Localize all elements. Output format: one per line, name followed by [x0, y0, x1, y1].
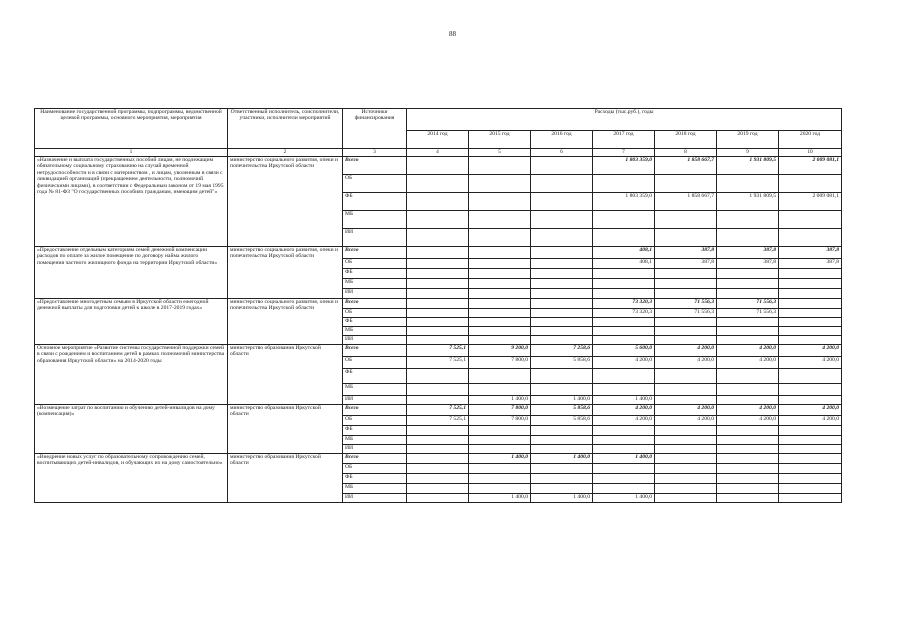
- expense-value: [469, 269, 531, 279]
- expense-value: [717, 436, 779, 445]
- expense-value: 7 258,6: [531, 345, 593, 357]
- funding-source: МБ: [343, 436, 407, 445]
- funding-source: Всего: [343, 247, 407, 259]
- expense-value: [407, 309, 469, 318]
- expense-value: [655, 269, 717, 279]
- expense-value: [779, 454, 842, 464]
- expense-value: [655, 454, 717, 464]
- expense-value: 1 803 359,0: [593, 193, 655, 211]
- expense-value: 387,8: [717, 247, 779, 259]
- expense-value: [779, 279, 842, 289]
- expense-value: 4 200,0: [779, 345, 842, 357]
- funding-source: ИИ: [343, 445, 407, 454]
- measure-name: «Внедрение новых услуг по образовательному сопровождению семей, воспитывающих детей-инвалидов, и обучающих их на дому самостоятельно»: [35, 454, 228, 503]
- column-number: 2: [228, 149, 343, 157]
- expense-value: [531, 299, 593, 309]
- expense-value: [407, 229, 469, 247]
- expense-value: [717, 269, 779, 279]
- expense-value: [593, 318, 655, 327]
- funding-source: МБ: [343, 384, 407, 396]
- table-row: [35, 247, 842, 259]
- funding-source: ОБ: [343, 175, 407, 193]
- expense-value: [593, 289, 655, 299]
- expense-value: [655, 279, 717, 289]
- expense-value: [717, 454, 779, 464]
- expense-value: [779, 175, 842, 193]
- expense-value: [779, 445, 842, 454]
- expense-value: 73 320,3: [593, 309, 655, 318]
- expense-value: 1 858 667,7: [655, 193, 717, 211]
- expense-value: [469, 157, 531, 175]
- expense-value: [407, 327, 469, 336]
- expense-value: 7 525,1: [407, 405, 469, 416]
- expense-value: [469, 484, 531, 494]
- expense-value: [779, 396, 842, 405]
- expense-value: [717, 384, 779, 396]
- expense-value: [717, 484, 779, 494]
- expense-value: [717, 474, 779, 484]
- header-year: 2016 год: [531, 131, 593, 149]
- funding-source: ФБ: [343, 426, 407, 436]
- table-header: [35, 109, 842, 157]
- expense-value: [655, 474, 717, 484]
- expense-value: [531, 318, 593, 327]
- expense-value: 4 200,0: [779, 416, 842, 426]
- expense-value: [593, 445, 655, 454]
- expense-value: [779, 494, 842, 503]
- column-number: 3: [343, 149, 407, 157]
- expense-value: [717, 396, 779, 405]
- header-year: 2019 год: [717, 131, 779, 149]
- expense-value: [779, 369, 842, 384]
- funding-source: ФБ: [343, 318, 407, 327]
- expense-value: [593, 327, 655, 336]
- expense-value: [407, 259, 469, 269]
- expense-value: [655, 289, 717, 299]
- expense-value: [655, 426, 717, 436]
- expense-value: 2 009 081,1: [779, 193, 842, 211]
- expense-value: [407, 396, 469, 405]
- expense-value: [717, 327, 779, 336]
- expense-value: [717, 369, 779, 384]
- expense-value: [531, 484, 593, 494]
- expense-value: [717, 229, 779, 247]
- expense-value: 5 600,0: [593, 345, 655, 357]
- expense-value: [779, 327, 842, 336]
- funding-source: Всего: [343, 157, 407, 175]
- expense-value: [717, 175, 779, 193]
- expense-value: [655, 436, 717, 445]
- expense-value: [407, 157, 469, 175]
- measure-name: «Назначение и выплата государственных пособий лицам, не подлежащим обязательному социальному страхованию на случай временной нетрудоспособности и в связи с материнством , и лицам, уволенным в связи с ликвидацией организаций (прекращением деятельности, полномочий физическими лицами), в соответствии с Федеральным законом от 19 мая 1995 года № 81-ФЗ "О государственных пособиях гражданам, имеющим детей"»: [35, 157, 228, 247]
- expense-value: [407, 484, 469, 494]
- expense-value: [407, 247, 469, 259]
- expense-value: [593, 426, 655, 436]
- header-year: 2017 год: [593, 131, 655, 149]
- expense-value: [469, 436, 531, 445]
- expense-value: [717, 318, 779, 327]
- expense-value: [655, 494, 717, 503]
- expense-value: [469, 445, 531, 454]
- expense-value: [407, 454, 469, 464]
- expense-value: [717, 464, 779, 474]
- measure-name: «Предоставление отдельным категориям семей денежной компенсации расходов по оплате за жилое помещение по договору найма жилого помещения частного жилищного фонда на территории Иркутской области»: [35, 247, 228, 299]
- funding-source: МБ: [343, 279, 407, 289]
- expense-value: [779, 426, 842, 436]
- expense-value: [531, 384, 593, 396]
- expense-value: 1 931 809,5: [717, 157, 779, 175]
- funding-source: ОБ: [343, 259, 407, 269]
- expense-value: [407, 445, 469, 454]
- expense-value: [593, 436, 655, 445]
- expense-value: [407, 211, 469, 229]
- expense-value: [593, 175, 655, 193]
- funding-source: МБ: [343, 484, 407, 494]
- expense-value: [469, 369, 531, 384]
- expense-value: [407, 279, 469, 289]
- table-row: [35, 345, 842, 357]
- funding-source: ИИ: [343, 396, 407, 405]
- expense-value: [531, 426, 593, 436]
- expense-value: 4 200,0: [779, 405, 842, 416]
- expense-value: [779, 484, 842, 494]
- expense-value: [655, 336, 717, 345]
- table-row: [35, 454, 842, 464]
- expense-value: [407, 474, 469, 484]
- expense-value: 387,8: [655, 259, 717, 269]
- expense-value: [469, 474, 531, 484]
- expense-value: 408,1: [593, 247, 655, 259]
- expense-value: [469, 259, 531, 269]
- expense-value: [779, 229, 842, 247]
- expense-value: [531, 309, 593, 318]
- expense-value: 7 800,0: [469, 416, 531, 426]
- expense-value: [469, 289, 531, 299]
- expense-value: 387,8: [655, 247, 717, 259]
- expense-value: [779, 436, 842, 445]
- expense-value: [469, 336, 531, 345]
- expense-value: 387,8: [779, 259, 842, 269]
- column-number: 8: [655, 149, 717, 157]
- expense-value: [779, 309, 842, 318]
- expense-value: [655, 175, 717, 193]
- expense-value: 71 556,3: [655, 299, 717, 309]
- expenses-table: [34, 108, 842, 503]
- expense-value: [407, 193, 469, 211]
- column-number: 10: [779, 149, 842, 157]
- expense-value: [717, 494, 779, 503]
- table-row: [35, 157, 842, 175]
- expense-value: [531, 327, 593, 336]
- expense-value: [593, 384, 655, 396]
- expense-value: [531, 259, 593, 269]
- expense-value: 1 931 809,5: [717, 193, 779, 211]
- expense-value: [531, 157, 593, 175]
- expense-value: [407, 175, 469, 193]
- header-year: 2015 год: [469, 131, 531, 149]
- funding-source: ИИ: [343, 336, 407, 345]
- expense-value: 4 200,0: [655, 416, 717, 426]
- funding-source: ФБ: [343, 193, 407, 211]
- expense-value: [717, 289, 779, 299]
- funding-source: ФБ: [343, 474, 407, 484]
- column-number: 1: [35, 149, 228, 157]
- expense-value: 71 556,3: [717, 299, 779, 309]
- expense-value: [655, 445, 717, 454]
- expense-value: 4 200,0: [655, 345, 717, 357]
- expense-value: 1 400,0: [593, 454, 655, 464]
- expense-value: [531, 289, 593, 299]
- funding-source: ФБ: [343, 369, 407, 384]
- funding-source: ОБ: [343, 464, 407, 474]
- expense-value: 71 556,3: [717, 309, 779, 318]
- expense-value: [655, 229, 717, 247]
- expense-value: 1 400,0: [593, 494, 655, 503]
- expense-value: 1 400,0: [469, 396, 531, 405]
- expense-value: 4 200,0: [779, 357, 842, 369]
- header-year: 2018 год: [655, 131, 717, 149]
- expense-value: 7 525,1: [407, 357, 469, 369]
- expense-value: [655, 318, 717, 327]
- expense-value: 387,8: [779, 247, 842, 259]
- expense-value: 5 858,6: [531, 405, 593, 416]
- expense-value: [469, 279, 531, 289]
- header-year: 2014 год: [407, 131, 469, 149]
- executor-name: министерство социального развития, опеки и попечительства Иркутской области: [228, 157, 343, 247]
- expense-value: [779, 336, 842, 345]
- expense-value: [469, 229, 531, 247]
- expense-value: [407, 369, 469, 384]
- column-number: 6: [531, 149, 593, 157]
- funding-source: МБ: [343, 211, 407, 229]
- expense-value: [779, 289, 842, 299]
- expense-value: 5 858,6: [531, 416, 593, 426]
- expense-value: 1 400,0: [531, 396, 593, 405]
- expense-value: [531, 474, 593, 484]
- expense-value: 1 400,0: [531, 454, 593, 464]
- expense-value: 7 525,1: [407, 345, 469, 357]
- expense-value: 1 803 359,0: [593, 157, 655, 175]
- column-number: 5: [469, 149, 531, 157]
- expense-value: [469, 175, 531, 193]
- expense-value: [779, 269, 842, 279]
- expense-value: 1 400,0: [469, 494, 531, 503]
- expense-value: 4 200,0: [717, 357, 779, 369]
- expense-value: [407, 426, 469, 436]
- measure-name: «Предоставление многодетным семьям в Иркутской области ежегодной денежной выплаты для подготовки детей к школе в 2017-2019 годах»: [35, 299, 228, 345]
- expense-value: [593, 474, 655, 484]
- expense-value: [469, 247, 531, 259]
- executor-name: министерство образования Иркутской области: [228, 454, 343, 503]
- executor-name: министерство социального развития, опеки и попечительства Иркутской области: [228, 299, 343, 345]
- funding-source: ОБ: [343, 309, 407, 318]
- expense-value: [531, 175, 593, 193]
- expense-value: [407, 289, 469, 299]
- expense-value: [531, 247, 593, 259]
- expense-value: 2 009 081,1: [779, 157, 842, 175]
- table-row: [35, 299, 842, 309]
- expense-value: [655, 464, 717, 474]
- expense-value: [655, 396, 717, 405]
- expense-value: [469, 426, 531, 436]
- expense-value: 1 858 667,7: [655, 157, 717, 175]
- expense-value: 4 200,0: [655, 357, 717, 369]
- expense-value: [469, 318, 531, 327]
- expense-value: [469, 309, 531, 318]
- header-source: Источники финансирования: [343, 109, 407, 149]
- expense-value: [407, 384, 469, 396]
- funding-source: ИИ: [343, 494, 407, 503]
- expense-value: [779, 318, 842, 327]
- expense-value: [717, 445, 779, 454]
- expense-value: 4 200,0: [717, 405, 779, 416]
- expense-value: [531, 211, 593, 229]
- expense-value: [593, 269, 655, 279]
- expense-value: [469, 384, 531, 396]
- expense-value: [717, 211, 779, 229]
- expense-value: [469, 299, 531, 309]
- executor-name: министерство образования Иркутской области: [228, 405, 343, 454]
- expense-value: [531, 336, 593, 345]
- expense-value: 7 800,0: [469, 405, 531, 416]
- funding-source: Всего: [343, 345, 407, 357]
- expense-value: 4 200,0: [593, 416, 655, 426]
- funding-source: ФБ: [343, 269, 407, 279]
- expense-value: [655, 327, 717, 336]
- funding-source: Всего: [343, 454, 407, 464]
- expense-value: 4 200,0: [717, 416, 779, 426]
- expense-value: 1 400,0: [593, 396, 655, 405]
- expense-value: 1 400,0: [531, 494, 593, 503]
- funding-source: Всего: [343, 299, 407, 309]
- expense-value: [655, 369, 717, 384]
- executor-name: министерство социального развития, опеки и попечительства Иркутской области: [228, 247, 343, 299]
- expense-value: [717, 279, 779, 289]
- expense-value: [531, 464, 593, 474]
- expense-value: 9 200,0: [469, 345, 531, 357]
- expense-value: 5 858,6: [531, 357, 593, 369]
- expense-value: [531, 445, 593, 454]
- expense-value: [469, 211, 531, 229]
- expense-value: [593, 211, 655, 229]
- expense-value: 7 800,0: [469, 357, 531, 369]
- expense-value: 4 200,0: [655, 405, 717, 416]
- measure-name: Основное мероприятие «Развитие системы государственной поддержки семей в связи с рождением и воспитанием детей в рамках полномочий министерства образования Иркутской области» на 2014-2020 годы: [35, 345, 228, 405]
- expense-value: [655, 384, 717, 396]
- expense-value: [531, 369, 593, 384]
- expense-value: [717, 426, 779, 436]
- expense-value: [407, 269, 469, 279]
- page-number: 88: [449, 30, 456, 38]
- expense-value: [407, 464, 469, 474]
- expense-value: 408,1: [593, 259, 655, 269]
- expense-value: [469, 193, 531, 211]
- column-number: 4: [407, 149, 469, 157]
- expense-value: [779, 464, 842, 474]
- expense-value: [407, 336, 469, 345]
- funding-source: ОБ: [343, 357, 407, 369]
- expense-value: 73 320,3: [593, 299, 655, 309]
- funding-source: ОБ: [343, 416, 407, 426]
- table-row: [35, 405, 842, 416]
- expense-value: [779, 474, 842, 484]
- expense-value: [593, 484, 655, 494]
- expense-value: 7 525,1: [407, 416, 469, 426]
- header-executor: Ответственный исполнитель, соисполнители, участники, исполнители мероприятий: [228, 109, 343, 149]
- expense-value: [531, 436, 593, 445]
- expense-value: [655, 211, 717, 229]
- expense-value: [531, 229, 593, 247]
- expense-value: [593, 336, 655, 345]
- expense-value: [593, 369, 655, 384]
- expense-value: [407, 318, 469, 327]
- funding-source: Всего: [343, 405, 407, 416]
- expense-value: [655, 484, 717, 494]
- header-expenses: Расходы (тыс.руб.), годы: [407, 109, 842, 131]
- funding-source: ИИ: [343, 229, 407, 247]
- expense-value: [407, 299, 469, 309]
- column-number: 7: [593, 149, 655, 157]
- expense-value: 387,8: [717, 259, 779, 269]
- expense-value: [407, 494, 469, 503]
- measure-name: «Возмещение затрат по воспитанию и обучению детей-инвалидов на дому (компенсация)»: [35, 405, 228, 454]
- expense-value: [531, 279, 593, 289]
- column-number: 9: [717, 149, 779, 157]
- expense-value: [531, 269, 593, 279]
- expense-value: [407, 436, 469, 445]
- expense-value: [593, 279, 655, 289]
- expense-value: [469, 327, 531, 336]
- expense-value: [779, 211, 842, 229]
- expense-value: 71 556,3: [655, 309, 717, 318]
- expense-value: [779, 384, 842, 396]
- expense-value: [531, 193, 593, 211]
- expense-value: 4 200,0: [717, 345, 779, 357]
- expense-value: 4 200,0: [593, 405, 655, 416]
- expense-value: [593, 464, 655, 474]
- expense-value: [593, 229, 655, 247]
- expense-value: [469, 464, 531, 474]
- executor-name: министерство образования Иркутской области: [228, 345, 343, 405]
- header-year: 2020 год: [779, 131, 842, 149]
- expense-value: [779, 299, 842, 309]
- expense-value: [717, 336, 779, 345]
- expense-value: 1 400,0: [469, 454, 531, 464]
- funding-source: ИИ: [343, 289, 407, 299]
- funding-source: МБ: [343, 327, 407, 336]
- header-name: Наименование государственной программы, подпрограммы, ведомственной целевой программы, основного мероприятия, мероприятия: [35, 109, 228, 149]
- expense-value: 4 200,0: [593, 357, 655, 369]
